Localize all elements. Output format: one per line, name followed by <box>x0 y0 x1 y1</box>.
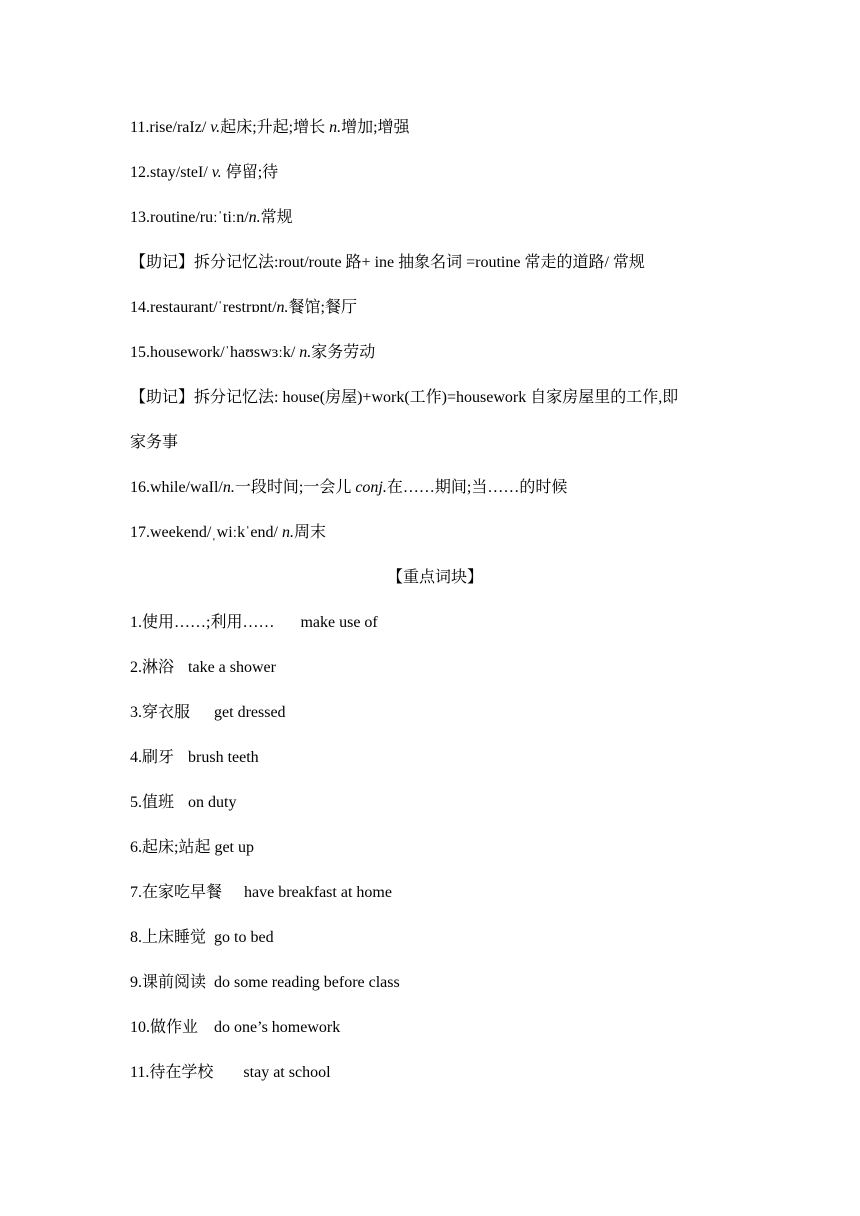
mnemonic-housework-line-1 <box>130 382 740 427</box>
phrase-english: stay at school <box>243 1064 331 1081</box>
entry-pos: n. <box>281 524 294 541</box>
phrase-english: make use of <box>300 614 378 631</box>
entry-meaning: 停留;待 <box>221 164 279 181</box>
phrase-english: do one’s homework <box>214 1019 341 1036</box>
phrase-chinese: 8.上床睡觉 <box>130 929 207 946</box>
phrase-chinese: 1.使用……;利用…… <box>130 614 275 631</box>
phrase-english: do some reading before class <box>214 974 400 991</box>
vocab-entry-14 <box>130 292 740 337</box>
phrase-item-9 <box>130 967 740 1012</box>
phrase-english: brush teeth <box>188 749 259 766</box>
phrase-english: have breakfast at home <box>244 884 392 901</box>
entry-meaning: 一段时间;一会儿 <box>234 479 356 496</box>
entry-meaning: 家务劳动 <box>311 344 376 361</box>
phrase-item-6 <box>130 832 740 877</box>
vocab-entry-11 <box>130 112 740 157</box>
phrase-item-1 <box>130 607 740 652</box>
vocab-entry-13 <box>130 202 740 247</box>
phrase-english: go to bed <box>214 929 274 946</box>
entry-pos: v. <box>210 119 221 136</box>
phrase-item-3 <box>130 697 740 742</box>
entry-headword: 14.restaurant/ˈrestrɒnt/ <box>130 299 277 316</box>
phrase-chinese: 10.做作业 <box>130 1019 199 1036</box>
phrase-chinese: 4.刷牙 <box>130 749 175 766</box>
section-title-text: 【重点词块】 <box>386 569 483 586</box>
entry-headword: 15.housework/ˈhaʊswɜːk/ <box>130 344 300 361</box>
phrase-item-10 <box>130 1012 740 1057</box>
phrase-chinese: 2.淋浴 <box>130 659 175 676</box>
entry-pos: n. <box>248 209 261 226</box>
phrase-chinese: 5.值班 <box>130 794 175 811</box>
entry-headword: 17.weekend/ˌwiːkˈend/ <box>130 524 282 541</box>
phrase-item-2 <box>130 652 740 697</box>
phrase-english: get dressed <box>214 704 286 721</box>
entry-pos-2: n. <box>329 119 342 136</box>
phrase-english: get up <box>214 839 254 856</box>
phrase-chinese: 3.穿衣服 <box>130 704 191 721</box>
section-title <box>130 562 740 607</box>
entry-pos: n. <box>276 299 289 316</box>
entry-pos-2: conj. <box>355 479 387 496</box>
vocab-entry-12 <box>130 157 740 202</box>
phrase-chinese: 7.在家吃早餐 <box>130 884 223 901</box>
document-content <box>130 112 740 1102</box>
entry-meaning: 常规 <box>260 209 293 226</box>
mnemonic-text: 【助记】拆分记忆法:rout/route 路+ ine 抽象名词 =routine 常走的道路/ 常规 <box>130 254 645 271</box>
mnemonic-text: 【助记】拆分记忆法: house(房屋)+work(工作)=housework 自家房屋里的工作,即 <box>130 389 679 406</box>
phrase-chinese: 11.待在学校 <box>130 1064 214 1081</box>
phrase-chinese: 6.起床;站起 <box>130 839 211 856</box>
mnemonic-housework-line-2 <box>130 427 740 472</box>
entry-meaning-2: 增加;增强 <box>341 119 410 136</box>
vocab-entry-15 <box>130 337 740 382</box>
entry-headword: 11.rise/raIz/ <box>130 119 211 136</box>
phrase-item-4 <box>130 742 740 787</box>
mnemonic-routine <box>130 247 740 292</box>
phrase-chinese: 9.课前阅读 <box>130 974 207 991</box>
phrase-item-5 <box>130 787 740 832</box>
entry-meaning: 起床;升起;增长 <box>220 119 330 136</box>
vocab-entry-17 <box>130 517 740 562</box>
phrase-item-11 <box>130 1057 740 1102</box>
phrase-english: take a shower <box>188 659 276 676</box>
entry-headword: 16.while/waIl/ <box>130 479 223 496</box>
phrase-english: on duty <box>188 794 237 811</box>
entry-meaning-2: 在……期间;当……的时候 <box>386 479 568 496</box>
vocab-entry-16 <box>130 472 740 517</box>
entry-pos: n. <box>222 479 235 496</box>
entry-headword: 12.stay/steI/ <box>130 164 212 181</box>
mnemonic-text: 家务事 <box>130 434 179 451</box>
phrase-item-7 <box>130 877 740 922</box>
entry-pos: v. <box>211 164 222 181</box>
phrase-item-8 <box>130 922 740 967</box>
entry-meaning: 周末 <box>293 524 326 541</box>
entry-meaning: 餐馆;餐厅 <box>288 299 357 316</box>
entry-headword: 13.routine/ruːˈtiːn/ <box>130 209 249 226</box>
entry-pos: n. <box>299 344 312 361</box>
